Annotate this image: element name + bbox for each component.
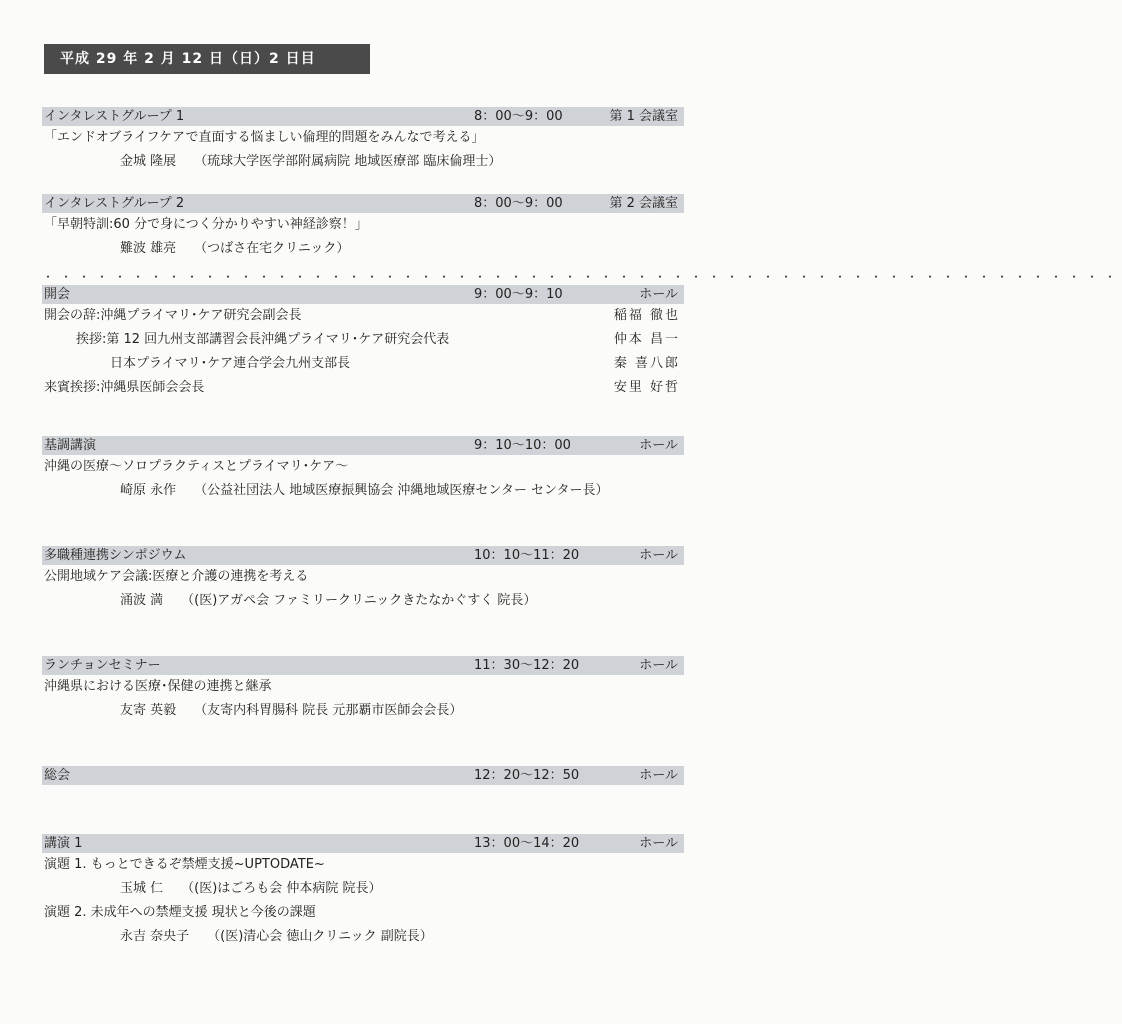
session-topic: 「エンドオブライフケアで直面する悩ましい倫理的問題をみんなで考える」 bbox=[44, 130, 485, 145]
opening-row-text: 開会の辞:沖縄プライマリ･ケア研究会副会長 bbox=[44, 308, 302, 323]
section-room: 第 1 会議室 bbox=[609, 109, 678, 124]
speaker-affiliation: （(医)アガペ会 ファミリークリニックきたなかぐすく 院長） bbox=[181, 593, 537, 608]
section-time: 13：00〜14：20 bbox=[474, 836, 580, 851]
section-time: 8：00〜9：00 bbox=[474, 196, 563, 211]
section-title: インタレストグループ 1 bbox=[44, 109, 185, 124]
date-banner: 平成 29 年 2 月 12 日（日）2 日目 bbox=[44, 44, 370, 74]
section-time: 11：30〜12：20 bbox=[474, 658, 580, 673]
section-time: 9：00〜9：10 bbox=[474, 287, 563, 302]
section-room: 第 2 会議室 bbox=[609, 196, 678, 211]
opening-row-name: 仲本 昌一 bbox=[613, 332, 680, 347]
opening-row bbox=[42, 376, 684, 400]
section-room: ホール bbox=[639, 548, 678, 563]
section-header bbox=[42, 285, 684, 304]
section-header bbox=[42, 766, 684, 785]
speaker-line bbox=[42, 877, 684, 901]
section-title: 講演 1 bbox=[44, 836, 83, 851]
speaker-name: 難波 雄亮 bbox=[120, 241, 177, 256]
speaker-line bbox=[42, 699, 684, 723]
section-room: ホール bbox=[639, 438, 678, 453]
session-topic: 演題 1. もっとできるぞ禁煙支援~UPTODATE~ bbox=[44, 857, 325, 872]
session-topic: 沖縄県における医療･保健の連携と継承 bbox=[44, 679, 272, 694]
section-interest-group-1 bbox=[42, 107, 684, 174]
opening-row bbox=[42, 304, 684, 328]
section-general-meeting bbox=[42, 766, 684, 785]
opening-row bbox=[42, 328, 684, 352]
section-title: 総会 bbox=[44, 768, 71, 783]
speaker-line bbox=[42, 589, 684, 613]
section-time: 12：20〜12：50 bbox=[474, 768, 580, 783]
section-header bbox=[42, 656, 684, 675]
section-header bbox=[42, 436, 684, 455]
section-keynote bbox=[42, 436, 684, 503]
section-time: 8：00〜9：00 bbox=[474, 109, 563, 124]
section-room: ホール bbox=[639, 836, 678, 851]
speaker-name: 金城 隆展 bbox=[120, 154, 177, 169]
speaker-affiliation: （(医)清心会 徳山クリニック 副院長） bbox=[207, 929, 433, 944]
section-interest-group-2 bbox=[42, 194, 684, 261]
speaker-name: 玉城 仁 bbox=[120, 881, 164, 896]
speaker-line bbox=[42, 237, 684, 261]
speaker-line bbox=[42, 479, 684, 503]
opening-row-name: 安里 好哲 bbox=[613, 380, 680, 395]
session-topic: 「早朝特訓:60 分で身につく分かりやすい神経診察！」 bbox=[44, 217, 368, 232]
section-lecture-1 bbox=[42, 834, 684, 949]
section-time: 10：10〜11：20 bbox=[474, 548, 580, 563]
opening-row-text: 挨拶:第 12 回九州支部講習会長沖縄プライマリ･ケア研究会代表 bbox=[76, 332, 450, 347]
section-header bbox=[42, 834, 684, 853]
opening-row-name: 稲福 徹也 bbox=[613, 308, 680, 323]
session-topic: 沖縄の医療〜ソロプラクティスとプライマリ･ケア〜 bbox=[44, 459, 349, 474]
section-opening bbox=[42, 285, 684, 400]
speaker-line bbox=[42, 150, 684, 174]
section-title: ランチョンセミナー bbox=[44, 658, 161, 673]
opening-row-text: 日本プライマリ･ケア連合学会九州支部長 bbox=[110, 356, 351, 371]
speaker-line bbox=[42, 925, 684, 949]
dotted-separator: ・・・・・・・・・・・・・・・・・・・・・・・・・・・・・・・・・・・・・・・・・・・・・・・・・・・・・・・・・・・・ bbox=[42, 270, 1122, 284]
speaker-affiliation: （友寄内科胃腸科 院長 元那覇市医師会会長） bbox=[194, 703, 463, 718]
section-room: ホール bbox=[639, 287, 678, 302]
speaker-affiliation: （琉球大学医学部附属病院 地域医療部 臨床倫理士） bbox=[194, 154, 502, 169]
speaker-name: 涌波 満 bbox=[120, 593, 164, 608]
opening-row-name: 秦 喜八郎 bbox=[613, 356, 680, 371]
section-room: ホール bbox=[639, 768, 678, 783]
opening-row bbox=[42, 352, 684, 376]
speaker-affiliation: （(医)はごろも会 仲本病院 院長） bbox=[181, 881, 382, 896]
speaker-name: 友寄 英毅 bbox=[120, 703, 177, 718]
session-topic: 公開地域ケア会議:医療と介護の連携を考える bbox=[44, 569, 309, 584]
section-title: 多職種連携シンポジウム bbox=[44, 548, 187, 563]
speaker-affiliation: （公益社団法人 地域医療振興協会 沖縄地域医療センター センター長） bbox=[194, 483, 609, 498]
section-header bbox=[42, 107, 684, 126]
speaker-affiliation: （つばさ在宅クリニック） bbox=[194, 241, 350, 256]
opening-row-text: 来賓挨拶:沖縄県医師会会長 bbox=[44, 380, 205, 395]
speaker-name: 崎原 永作 bbox=[120, 483, 177, 498]
session-topic: 演題 2. 未成年への禁煙支援 現状と今後の課題 bbox=[44, 905, 316, 920]
section-luncheon bbox=[42, 656, 684, 723]
section-symposium bbox=[42, 546, 684, 613]
section-title: インタレストグループ 2 bbox=[44, 196, 185, 211]
section-time: 9：10〜10：00 bbox=[474, 438, 571, 453]
section-title: 基調講演 bbox=[44, 438, 97, 453]
section-header bbox=[42, 546, 684, 565]
section-title: 開会 bbox=[44, 287, 71, 302]
section-header bbox=[42, 194, 684, 213]
speaker-name: 永吉 奈央子 bbox=[120, 929, 190, 944]
section-room: ホール bbox=[639, 658, 678, 673]
